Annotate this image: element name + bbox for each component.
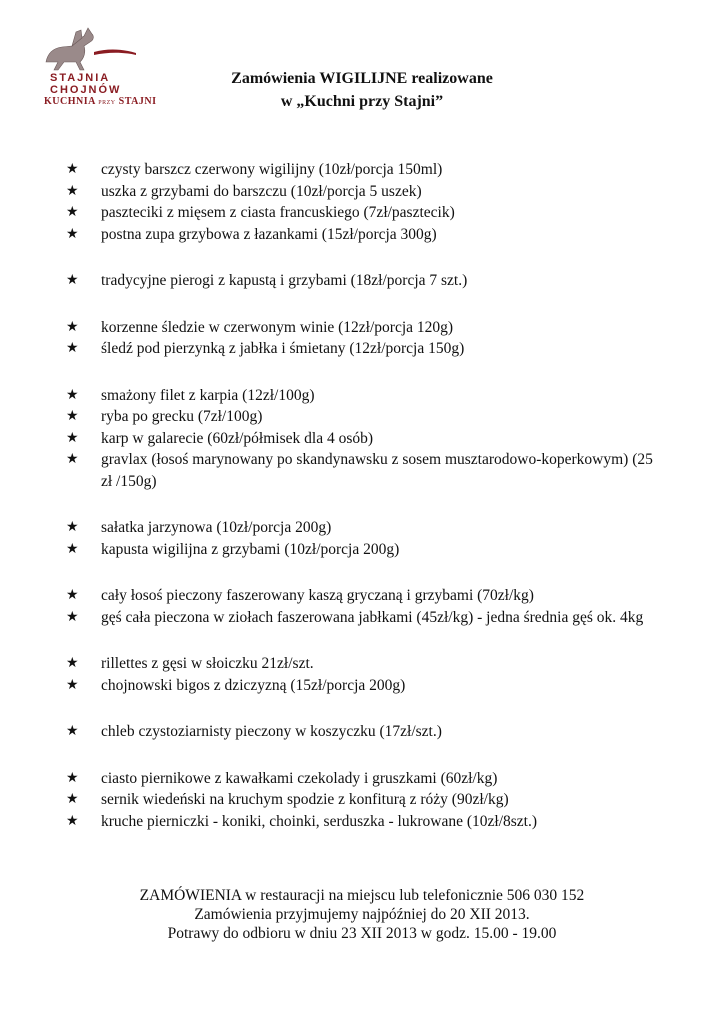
star-icon: ★ [66,791,79,807]
menu-item [66,270,666,292]
star-icon: ★ [66,386,79,403]
brand-sub-mid: PRZY [98,100,116,106]
star-icon: ★ [66,769,79,786]
menu-item-text: kruche pierniczki - koniki, choinki, serduszka - lukrowane (10zł/8szt.) [101,812,538,830]
menu-item [66,338,666,360]
star-icon: ★ [66,429,79,446]
menu-item [66,406,666,428]
footer-line-2: Zamówienia przyjmujemy najpóźniej do 20 XII 2013. [194,906,530,923]
menu-item [66,653,666,675]
star-icon: ★ [66,519,79,535]
menu-item-text: kapusta wigilijna z grzybami (10zł/porcja 200g) [101,540,400,558]
menu-item-text: ryba po grecku (7zł/100g) [101,408,263,425]
menu-item-text: sałatka jarzynowa (10zł/porcja 200g) [101,519,332,536]
menu-item-text: cały łosoś pieczony faszerowany kaszą gryczaną i grzybami (70zł/kg) [101,587,534,604]
star-icon: ★ [66,812,79,829]
menu-item [66,607,666,629]
star-icon: ★ [66,318,79,335]
menu-item-text: śledź pod pierzynką z jabłka i śmietany (12zł/porcja 150g) [101,340,465,357]
menu-item [66,811,666,833]
menu-item [66,224,666,246]
star-icon: ★ [66,723,79,739]
menu-item [66,539,666,561]
star-icon: ★ [66,204,79,220]
star-icon: ★ [66,340,79,356]
star-icon: ★ [66,540,79,557]
star-icon: ★ [66,161,79,177]
menu-item-text: paszteciki z mięsem z ciasta francuskiego (7zł/pasztecik) [101,204,455,221]
footer-line-1: ZAMÓWIENIA w restauracji na miejscu lub telefonicznie 506 030 152 [139,887,585,904]
menu-item [66,675,666,697]
brand-name: STAJNIA CHOJNÓW [50,72,122,96]
star-icon: ★ [66,408,79,424]
star-icon: ★ [66,676,79,693]
menu-item-text: tradycyjne pierogi z kapustą i grzybami (18zł/porcja 7 szt.) [101,272,468,289]
menu-item-text: postna zupa grzybowa z łazankami (15zł/porcja 300g) [101,225,437,243]
menu-item [66,181,666,203]
horse-rider-icon [28,22,138,74]
star-icon: ★ [66,272,79,288]
menu-item-text: chojnowski bigos z dziczyzną (15zł/porcja 200g) [101,676,406,694]
menu-item [66,159,666,181]
star-icon: ★ [66,587,79,603]
brand-subtitle [44,96,156,107]
title-line-2: w „Kuchni przy Stajni” [280,93,444,110]
menu-item [66,449,666,492]
menu-item [66,317,666,339]
menu-item [66,585,666,607]
menu-item-text: smażony filet z karpia (12zł/100g) [101,386,315,404]
menu-item-text: chleb czystoziarnisty pieczony w koszyczku (17zł/szt.) [101,723,442,740]
page-title [150,67,574,113]
menu-item [66,517,666,539]
order-info [40,886,684,943]
menu-item-text: korzenne śledzie w czerwonym winie (12zł/porcja 120g) [101,318,454,336]
menu-item [66,768,666,790]
star-icon: ★ [66,608,79,625]
menu-item [66,385,666,407]
menu-item [66,428,666,450]
star-icon: ★ [66,655,79,671]
menu-item-text: gęś cała pieczona w ziołach faszerowana jabłkami (45zł/kg) - jedna średnia gęś ok. 4kg [101,608,644,626]
brand-sub-left: KUCHNIA [44,96,96,107]
menu-list [66,159,666,832]
menu-item-text: rillettes z gęsi w słoiczku 21zł/szt. [101,655,314,672]
star-icon: ★ [66,451,79,467]
menu-item [66,202,666,224]
menu-item-text: gravlax (łosoś marynowany po skandynawsku z sosem musztarodowo-koperkowym) (25 zł /150g) [101,451,653,490]
menu-item [66,789,666,811]
menu-item-text: karp w galarecie (60zł/półmisek dla 4 osób) [101,429,374,447]
menu-item-text: czysty barszcz czerwony wigilijny (10zł/porcja 150ml) [101,161,443,178]
menu-item-text: sernik wiedeński na kruchym spodzie z konfiturą z róży (90zł/kg) [101,791,509,808]
menu-item-text: ciasto piernikowe z kawałkami czekolady i gruszkami (60zł/kg) [101,769,498,787]
brand-sub-right: STAJNI [118,96,157,107]
star-icon: ★ [66,225,79,242]
footer-line-3: Potrawy do odbioru w dniu 23 XII 2013 w godz. 15.00 - 19.00 [167,925,557,942]
title-line-1: Zamówienia WIGILIJNE realizowane [231,70,493,87]
menu-item [66,721,666,743]
menu-item-text: uszka z grzybami do barszczu (10zł/porcja 5 uszek) [101,182,422,200]
star-icon: ★ [66,182,79,199]
